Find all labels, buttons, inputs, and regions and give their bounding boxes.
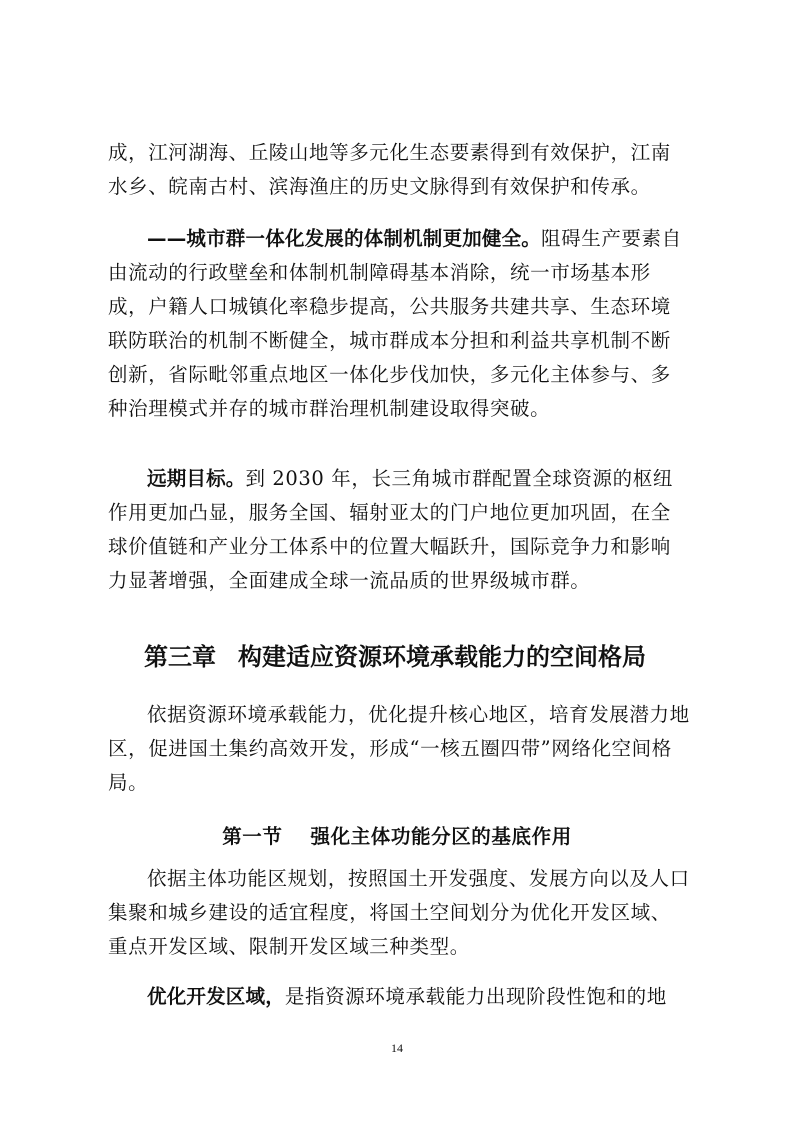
section-heading bbox=[0, 820, 794, 854]
paragraph-lead-bold: 优化开发区域， bbox=[147, 985, 285, 1008]
paragraph-text: 成，江河湖海、丘陵山地等多元化生态要素得到有效保护，江南水乡、皖南古村、滨海渔庄的历史文脉得到有效保护和传承。 bbox=[108, 141, 671, 198]
paragraph-lead-bold: 远期目标。 bbox=[147, 467, 246, 490]
paragraph-text: 依据资源环境承载能力，优化提升核心地区，培育发展潜力地区，促进国土集约高效开发，形成“一核五圈四带”网络化空间格局。 bbox=[108, 703, 690, 794]
paragraph-text: 依据主体功能区规划，按照国土开发强度、发展方向以及人口集聚和城乡建设的适宜程度，将国土空间划分为优化开发区域、重点开发区域、限制开发区域三种类型。 bbox=[108, 867, 690, 958]
chapter-heading bbox=[144, 636, 704, 678]
chapter-number: 第三章 bbox=[144, 643, 216, 671]
paragraph-long-term-goal bbox=[108, 462, 690, 598]
paragraph-ecology bbox=[108, 136, 690, 204]
paragraph-institutions bbox=[108, 222, 690, 426]
section-number: 第一节 bbox=[222, 825, 283, 848]
paragraph-functional-zones bbox=[108, 862, 690, 964]
paragraph-lead-bold: ——城市群一体化发展的体制机制更加健全。 bbox=[147, 227, 542, 250]
paragraph-optimized-zone bbox=[108, 980, 690, 1014]
section-title: 强化主体功能分区的基底作用 bbox=[310, 825, 572, 848]
paragraph-text: 是指资源环境承载能力出现阶段性饱和的地 bbox=[284, 985, 667, 1008]
paragraph-chapter-intro bbox=[108, 698, 690, 800]
paragraph-text: 到 2030 年，长三角城市群配置全球资源的枢纽作用更加凸显，服务全国、辐射亚太的门户地位更加巩固，在全球价值链和产业分工体系中的位置大幅跃升，国际竞争力和影响力显著增强，全面建成全球一流品质的世界级城市群。 bbox=[108, 467, 673, 592]
page-number: 14 bbox=[391, 1041, 403, 1055]
paragraph-text: 阻碍生产要素自由流动的行政壁垒和体制机制障碍基本消除，统一市场基本形成，户籍人口城镇化率稳步提高，公共服务共建共享、生态环境联防联治的机制不断健全，城市群成本分担和利益共享机制不断创新，省际毗邻重点地区一体化步伐加快，多元化主体参与、多种治理模式并存的城市群治理机制建设取得突破。 bbox=[108, 227, 682, 420]
chapter-title: 构建适应资源环境承载能力的空间格局 bbox=[238, 643, 646, 671]
